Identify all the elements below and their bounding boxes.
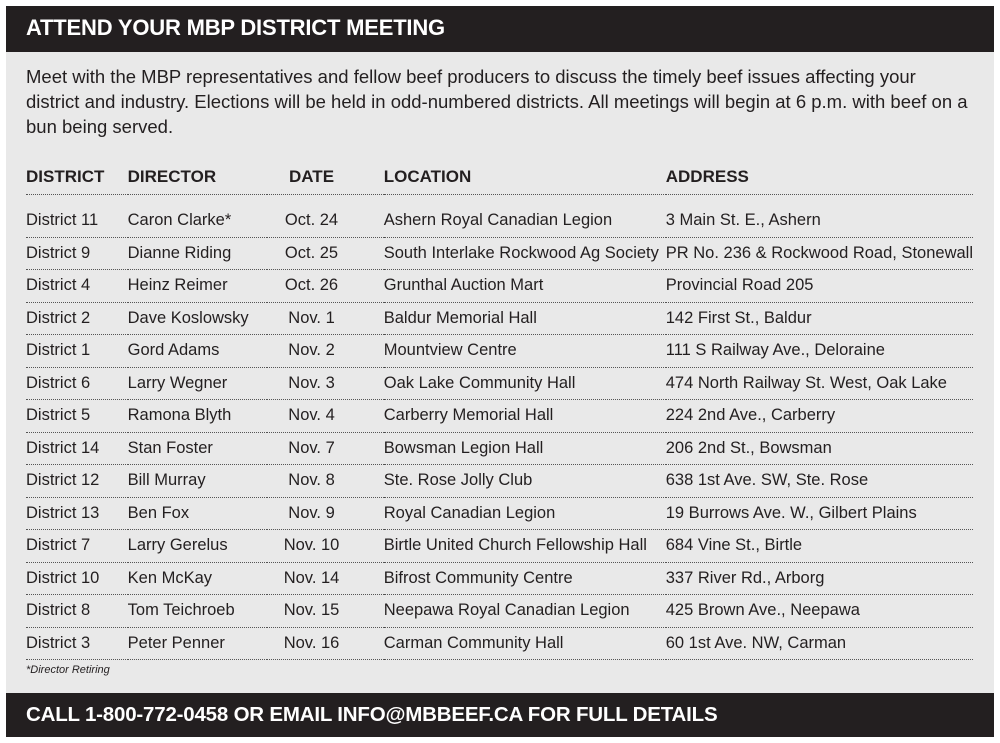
date-cell: Oct. 25 <box>267 237 383 270</box>
date-cell: Nov. 14 <box>267 562 383 595</box>
header-title: ATTEND YOUR MBP DISTRICT MEETING <box>26 15 445 40</box>
district-cell: District 4 <box>26 270 128 303</box>
district-cell: District 7 <box>26 530 128 563</box>
table-row <box>26 595 973 628</box>
date-cell: Nov. 16 <box>267 627 383 660</box>
table-row <box>26 497 973 530</box>
district-cell: District 6 <box>26 367 128 400</box>
director-cell: Caron Clarke* <box>128 195 268 238</box>
district-cell: District 12 <box>26 465 128 498</box>
address-cell: PR No. 236 & Rockwood Road, Stonewall <box>666 237 973 270</box>
address-cell: 638 1st Ave. SW, Ste. Rose <box>666 465 973 498</box>
director-cell: Gord Adams <box>128 335 268 368</box>
footer-contact-text: CALL 1-800-772-0458 OR EMAIL INFO@MBBEEF.CA FOR FULL DETAILS <box>26 703 718 726</box>
column-header-address: ADDRESS <box>666 160 973 195</box>
location-cell: Bowsman Legion Hall <box>384 432 666 465</box>
column-header-location: LOCATION <box>384 160 666 195</box>
location-cell: Birtle United Church Fellowship Hall <box>384 530 666 563</box>
location-cell: Royal Canadian Legion <box>384 497 666 530</box>
column-header-director: DIRECTOR <box>128 160 268 195</box>
location-cell: Oak Lake Community Hall <box>384 367 666 400</box>
address-cell: 111 S Railway Ave., Deloraine <box>666 335 973 368</box>
intro-paragraph: Meet with the MBP representatives and fellow beef producers to discuss the timely beef issues affecting your district and industry. Elections will be held in odd-numbered districts. All meetings will begin at 6 p.m. with beef on a bun being served. <box>26 66 968 137</box>
date-cell: Nov. 15 <box>267 595 383 628</box>
director-cell: Larry Wegner <box>128 367 268 400</box>
address-cell: 3 Main St. E., Ashern <box>666 195 973 238</box>
date-cell: Nov. 4 <box>267 400 383 433</box>
date-cell: Nov. 3 <box>267 367 383 400</box>
district-cell: District 5 <box>26 400 128 433</box>
location-cell: Carberry Memorial Hall <box>384 400 666 433</box>
district-cell: District 2 <box>26 302 128 335</box>
director-cell: Larry Gerelus <box>128 530 268 563</box>
address-cell: 425 Brown Ave., Neepawa <box>666 595 973 628</box>
address-cell: 684 Vine St., Birtle <box>666 530 973 563</box>
address-cell: 206 2nd St., Bowsman <box>666 432 973 465</box>
address-cell: 224 2nd Ave., Carberry <box>666 400 973 433</box>
district-cell: District 3 <box>26 627 128 660</box>
director-cell: Stan Foster <box>128 432 268 465</box>
table-row <box>26 400 973 433</box>
location-cell: Mountview Centre <box>384 335 666 368</box>
address-cell: 60 1st Ave. NW, Carman <box>666 627 973 660</box>
district-cell: District 14 <box>26 432 128 465</box>
table-row <box>26 432 973 465</box>
meetings-table <box>26 160 973 660</box>
location-cell: Baldur Memorial Hall <box>384 302 666 335</box>
table-row <box>26 627 973 660</box>
table-row <box>26 562 973 595</box>
date-cell: Nov. 8 <box>267 465 383 498</box>
date-cell: Nov. 1 <box>267 302 383 335</box>
director-cell: Peter Penner <box>128 627 268 660</box>
director-cell: Dianne Riding <box>128 237 268 270</box>
location-cell: Bifrost Community Centre <box>384 562 666 595</box>
director-cell: Ken McKay <box>128 562 268 595</box>
date-cell: Nov. 7 <box>267 432 383 465</box>
meeting-notice-panel <box>6 6 994 737</box>
district-cell: District 10 <box>26 562 128 595</box>
director-cell: Ben Fox <box>128 497 268 530</box>
director-cell: Ramona Blyth <box>128 400 268 433</box>
date-cell: Oct. 24 <box>267 195 383 238</box>
date-cell: Oct. 26 <box>267 270 383 303</box>
table-row <box>26 237 973 270</box>
location-cell: Ste. Rose Jolly Club <box>384 465 666 498</box>
address-cell: Provincial Road 205 <box>666 270 973 303</box>
district-cell: District 13 <box>26 497 128 530</box>
date-cell: Nov. 10 <box>267 530 383 563</box>
footnote: *Director Retiring <box>26 664 110 676</box>
director-cell: Heinz Reimer <box>128 270 268 303</box>
table-body <box>26 195 973 660</box>
location-cell: South Interlake Rockwood Ag Society <box>384 237 666 270</box>
date-cell: Nov. 9 <box>267 497 383 530</box>
district-cell: District 1 <box>26 335 128 368</box>
location-cell: Grunthal Auction Mart <box>384 270 666 303</box>
address-cell: 337 River Rd., Arborg <box>666 562 973 595</box>
address-cell: 474 North Railway St. West, Oak Lake <box>666 367 973 400</box>
table-row <box>26 367 973 400</box>
header-bar <box>6 6 994 52</box>
address-cell: 19 Burrows Ave. W., Gilbert Plains <box>666 497 973 530</box>
director-cell: Bill Murray <box>128 465 268 498</box>
location-cell: Neepawa Royal Canadian Legion <box>384 595 666 628</box>
table-row <box>26 465 973 498</box>
table-row <box>26 302 973 335</box>
location-cell: Ashern Royal Canadian Legion <box>384 195 666 238</box>
district-cell: District 11 <box>26 195 128 238</box>
district-cell: District 9 <box>26 237 128 270</box>
table-row <box>26 195 973 238</box>
address-cell: 142 First St., Baldur <box>666 302 973 335</box>
table-row <box>26 335 973 368</box>
column-header-district: DISTRICT <box>26 160 128 195</box>
table-row <box>26 270 973 303</box>
table-header-row <box>26 160 973 195</box>
column-header-date: DATE <box>267 160 383 195</box>
district-cell: District 8 <box>26 595 128 628</box>
director-cell: Tom Teichroeb <box>128 595 268 628</box>
director-cell: Dave Koslowsky <box>128 302 268 335</box>
footer-bar <box>6 693 994 737</box>
table-row <box>26 530 973 563</box>
location-cell: Carman Community Hall <box>384 627 666 660</box>
date-cell: Nov. 2 <box>267 335 383 368</box>
